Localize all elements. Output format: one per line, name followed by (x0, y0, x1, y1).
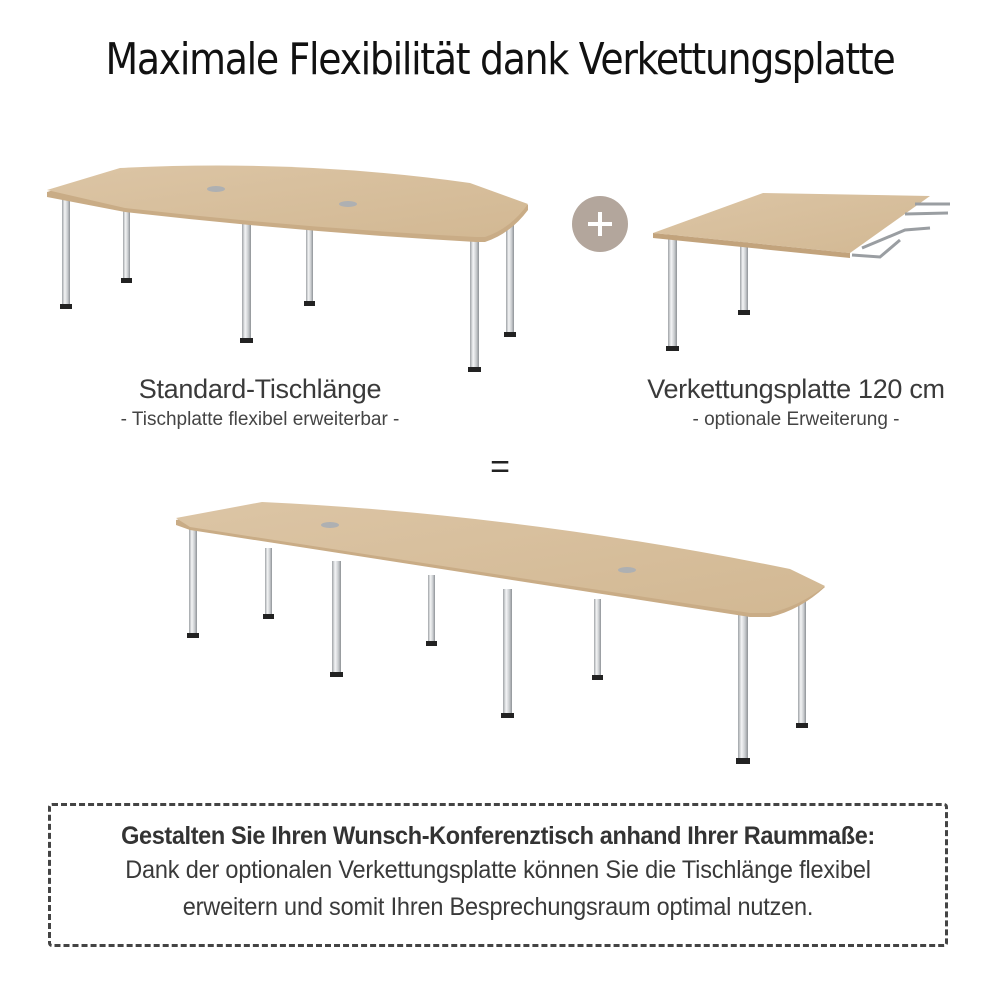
info-line-2: erweitern und somit Ihren Besprechungsraum optimal nutzen. (182, 893, 814, 921)
standard-sublabel: - Tischplatte flexibel erweiterbar - (120, 409, 400, 430)
equals-sign: = (490, 448, 510, 486)
combined-table-image (176, 502, 825, 764)
extension-caption (596, 374, 996, 431)
standard-label: Standard-Tischlänge (138, 374, 382, 404)
info-heading: Gestalten Sie Ihren Wunsch-Konferenztisch anhand Ihrer Raummaße: (121, 822, 875, 850)
extension-plate-image (653, 193, 950, 351)
info-box (48, 803, 948, 947)
extension-label: Verkettungsplatte 120 cm (647, 374, 945, 404)
standard-caption (60, 374, 460, 431)
page-title: Maximale Flexibilität dank Verkettungsplatte (105, 34, 895, 85)
extension-sublabel: - optionale Erweiterung - (692, 409, 900, 430)
plus-icon (572, 196, 628, 252)
standard-table-image (47, 166, 528, 372)
info-line-1: Dank der optionalen Verkettungsplatte können Sie die Tischlänge flexibel (125, 856, 871, 884)
